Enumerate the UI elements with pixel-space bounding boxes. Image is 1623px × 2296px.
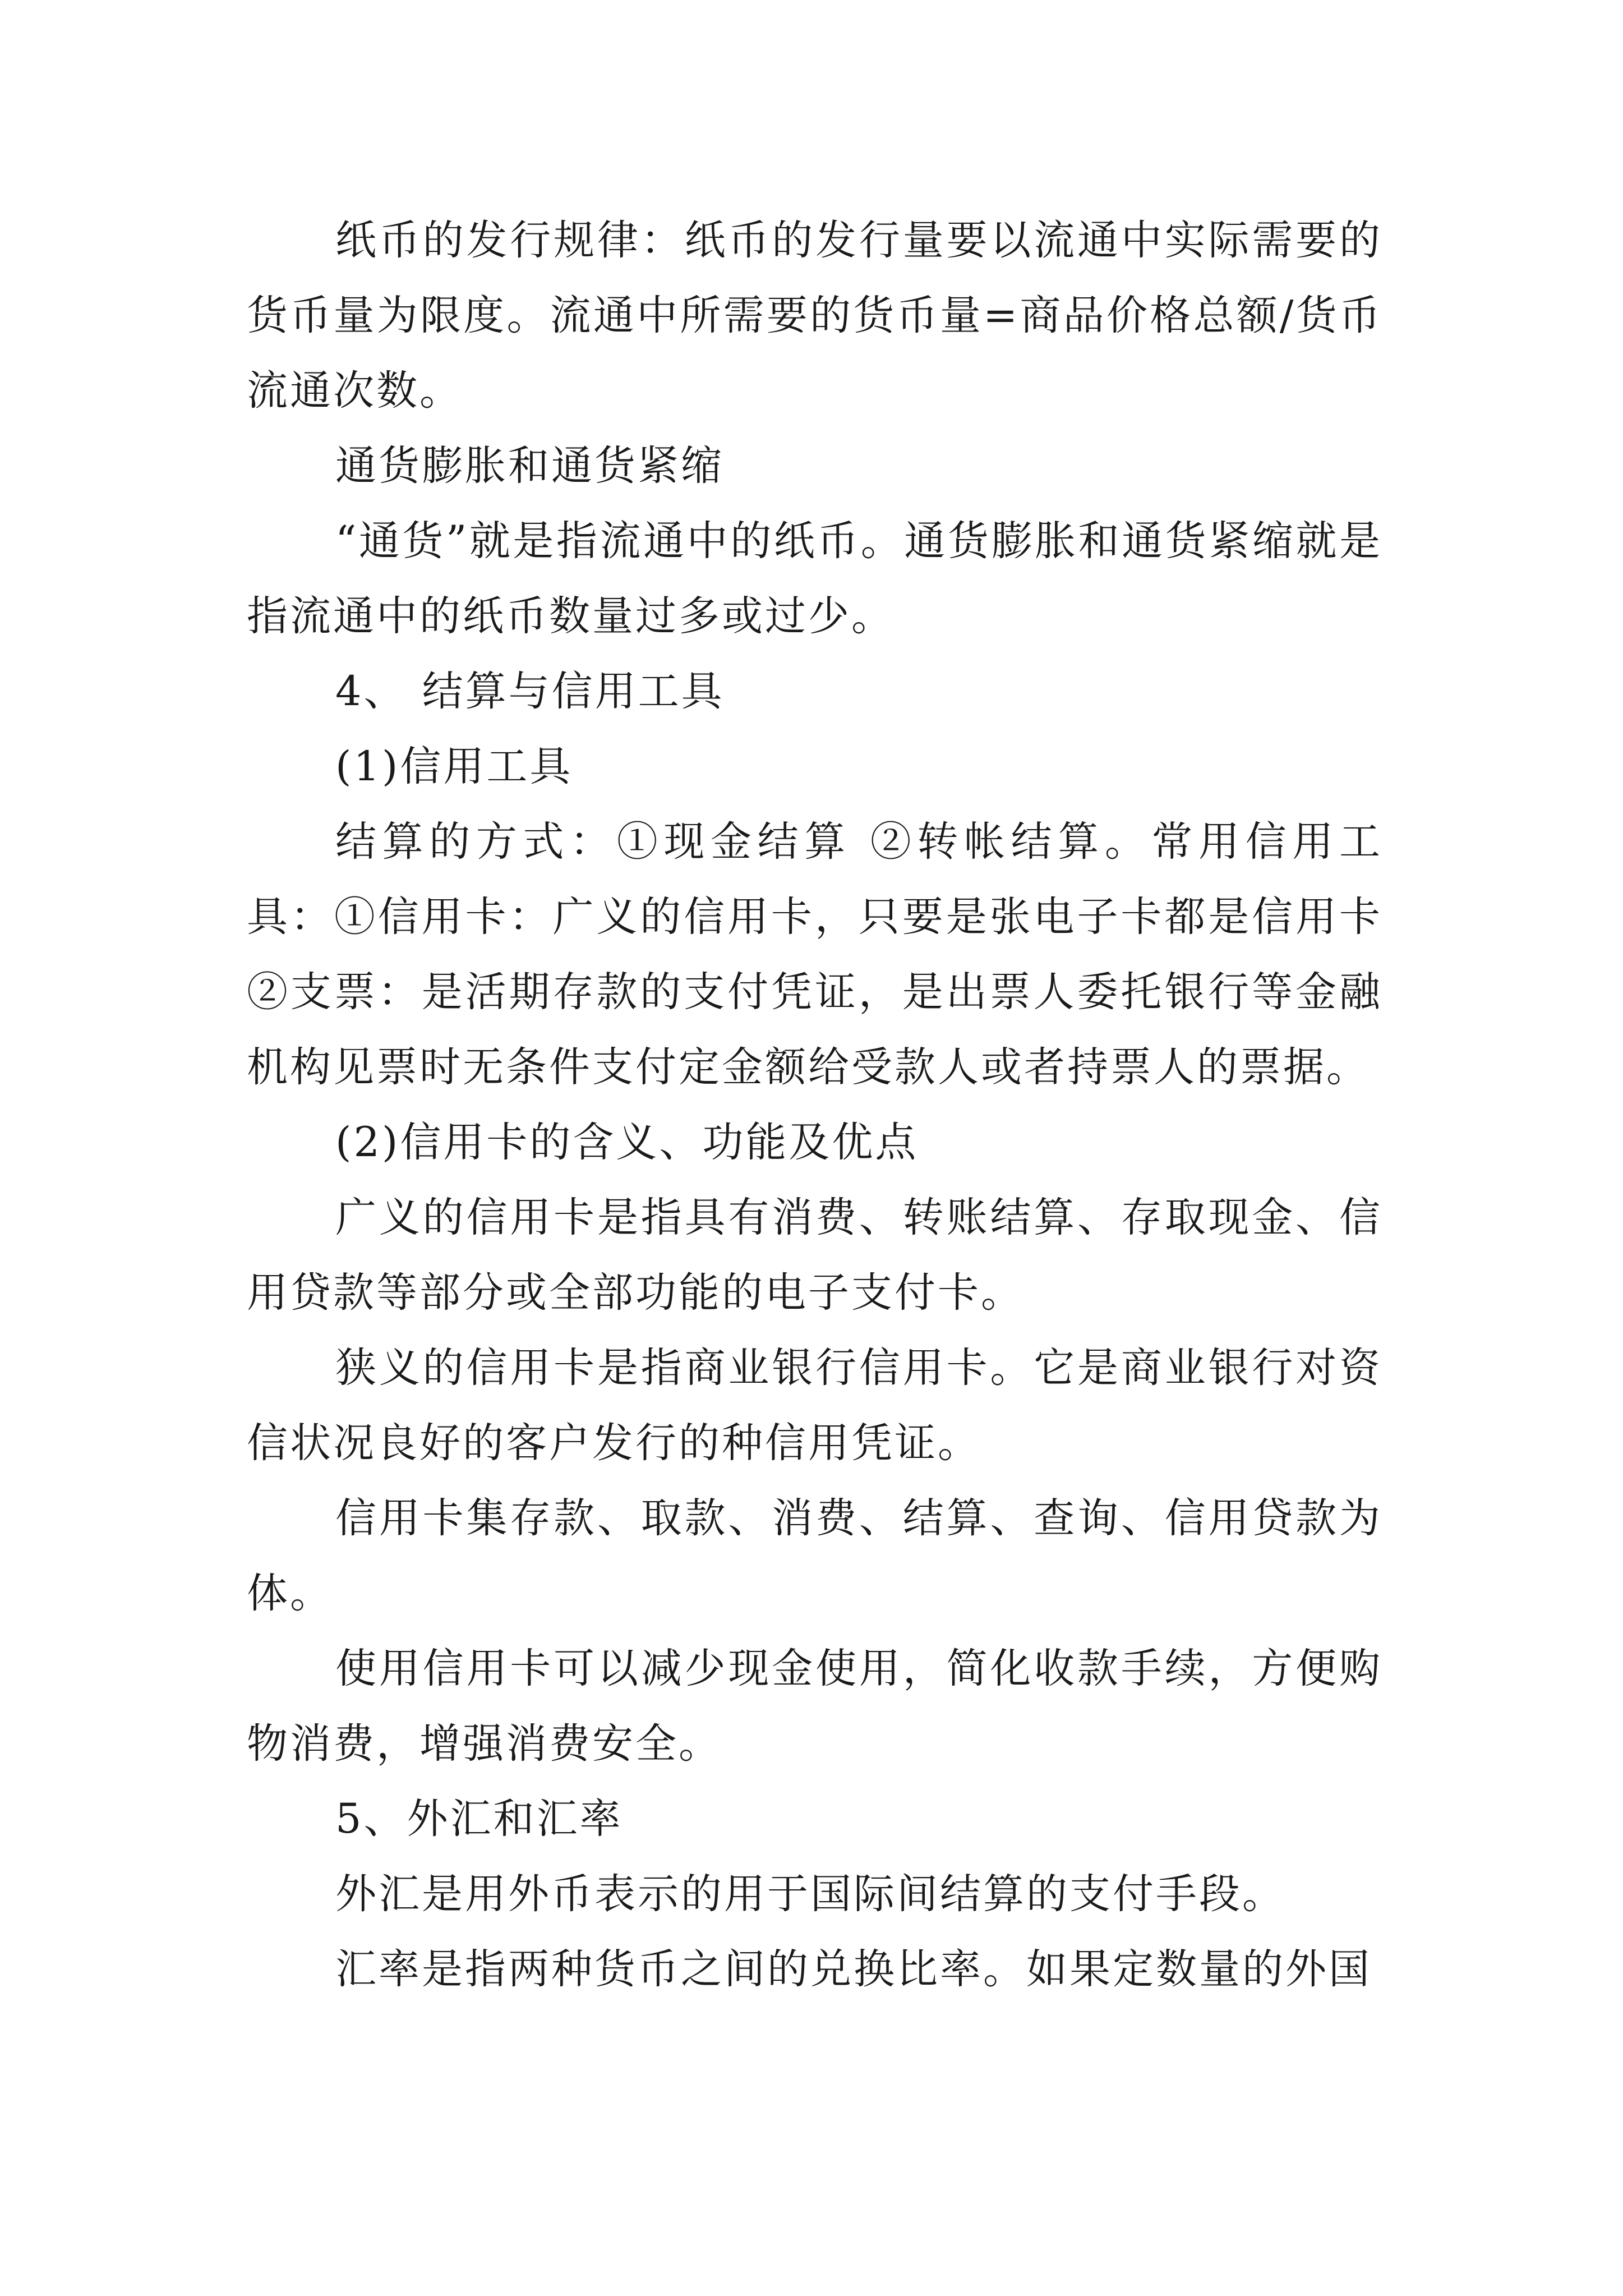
paragraph-narrow-credit-card: 狭义的信用卡是指商业银行信用卡。它是商业银行对资信状况良好的客户发行的种信用凭证。 bbox=[247, 1344, 1382, 1467]
section-heading-foreign-exchange: 5、外汇和汇率 bbox=[335, 1795, 623, 1843]
document-body bbox=[247, 203, 1382, 2007]
paragraph-credit-card-advantages: 使用信用卡可以减少现金使用，简化收款手续，方便购物消费，增强消费安全。 bbox=[247, 1645, 1382, 1768]
paragraph-foreign-exchange-definition: 外汇是用外币表示的用于国际间结算的支付手段。 bbox=[335, 1870, 1285, 1918]
subheading-credit-tools: (1)信用工具 bbox=[335, 743, 573, 790]
paragraph-inflation-heading: 通货膨胀和通货紧缩 bbox=[335, 442, 724, 490]
paragraph-inflation-definition: “通货”就是指流通中的纸币。通货膨胀和通货紧缩就是指流通中的纸币数量过多或过少。 bbox=[247, 517, 1382, 640]
paragraph-settlement-methods: 结算的方式：①现金结算 ②转帐结算。常用信用工具：①信用卡：广义的信用卡，只要是张电子卡都是信用卡 ②支票：是活期存款的支付凭证，是出票人委托银行等金融机构见票时无条件支付定金额给受款人或者持票人的票据。 bbox=[247, 818, 1382, 1091]
paragraph-broad-credit-card: 广义的信用卡是指具有消费、转账结算、存取现金、信用贷款等部分或全部功能的电子支付卡。 bbox=[247, 1194, 1382, 1317]
section-heading-settlement: 4、 结算与信用工具 bbox=[335, 668, 725, 715]
paragraph-exchange-rate-definition: 汇率是指两种货币之间的兑换比率。如果定数量的外国 bbox=[335, 1945, 1372, 1993]
paragraph-paper-money-rule: 纸币的发行规律：纸币的发行量要以流通中实际需要的货币量为限度。流通中所需要的货币量=商品价格总额/货币流通次数。 bbox=[247, 217, 1382, 415]
subheading-credit-card: (2)信用卡的含义、功能及优点 bbox=[335, 1119, 919, 1166]
paragraph-credit-card-functions: 信用卡集存款、取款、消费、结算、查询、信用贷款为体。 bbox=[247, 1494, 1382, 1617]
